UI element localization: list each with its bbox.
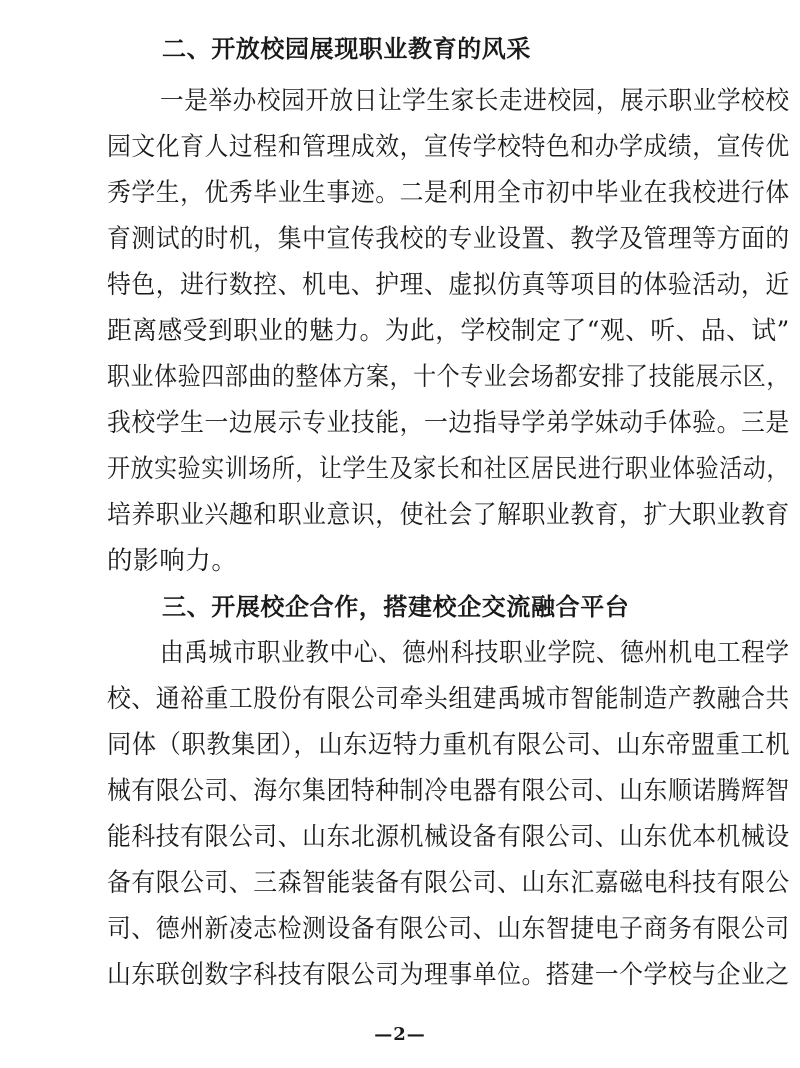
section-heading-2: 二、开放校园展现职业教育的风采 [162, 35, 531, 63]
paragraph-line: 一是举办校园开放日让学生家长走进校园，展示职业学校校 [160, 86, 790, 116]
paragraph-line: 园文化育人过程和管理成效，宣传学校特色和办学成绩，宣传优 [107, 132, 790, 162]
paragraph-line: 秀学生，优秀毕业生事迹。二是利用全市初中毕业在我校进行体 [107, 178, 790, 208]
paragraph-line: 校、通裕重工股份有限公司牵头组建禹城市智能制造产教融合共 [107, 684, 790, 714]
paragraph-line: 械有限公司、海尔集团特种制冷电器有限公司、山东顺诺腾辉智 [107, 776, 790, 806]
paragraph-line: 由禹城市职业教中心、德州科技职业学院、德州机电工程学 [160, 638, 790, 668]
paragraph-line: 距离感受到职业的魅力。为此，学校制定了“观、听、品、试” [107, 316, 790, 346]
paragraph-line: 培养职业兴趣和职业意识，使社会了解职业教育，扩大职业教育 [107, 500, 790, 530]
paragraph-line: 特色，进行数控、机电、护理、虚拟仿真等项目的体验活动，近 [107, 270, 790, 300]
paragraph-line: 职业体验四部曲的整体方案，十个专业会场都安排了技能展示区， [107, 362, 790, 392]
page-number: —2— [374, 1024, 426, 1045]
paragraph-line: 司、德州新凌志检测设备有限公司、山东智捷电子商务有限公司 [107, 914, 790, 944]
paragraph-line: 备有限公司、三森智能装备有限公司、山东汇嘉磁电科技有限公 [107, 868, 790, 898]
paragraph-line: 育测试的时机，集中宣传我校的专业设置、教学及管理等方面的 [107, 224, 790, 254]
section-heading-3: 三、开展校企合作，搭建校企交流融合平台 [162, 593, 630, 621]
paragraph-line: 开放实验实训场所，让学生及家长和社区居民进行职业体验活动， [107, 454, 790, 484]
paragraph-line: 同体（职教集团），山东迈特力重机有限公司、山东帝盟重工机 [107, 730, 791, 760]
paragraph-line: 山东联创数字科技有限公司为理事单位。搭建一个学校与企业之 [107, 960, 790, 990]
paragraph-line: 能科技有限公司、山东北源机械设备有限公司、山东优本机械设 [107, 822, 790, 852]
paragraph-line: 我校学生一边展示专业技能，一边指导学弟学妹动手体验。三是 [107, 408, 790, 438]
paragraph-line: 的影响力。 [107, 546, 238, 576]
